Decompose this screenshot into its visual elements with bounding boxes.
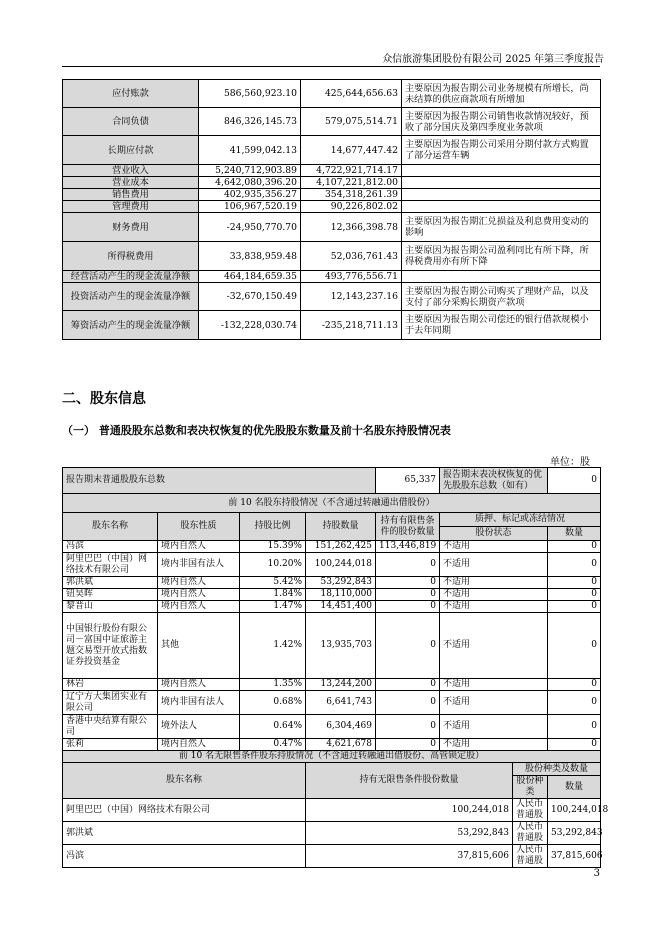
unrestricted-shares: 100,244,018 [306,799,513,822]
shareholder-name: 钮昊晖 [63,589,158,601]
top10-caption: 前 10 名股东持股情况（不含通过转融通出借股份） [63,494,601,513]
financial-item: 营业收入 [63,165,199,177]
pledge-quantity: 0 [548,589,601,601]
shareholder-name: 辽宁方大集团实业有限公司 [63,691,158,715]
pledge-status: 不适用 [440,577,548,589]
current-period-value: 464,184,659.35 [199,271,301,283]
restricted-shares: 0 [376,715,440,739]
shareholders-table [62,467,609,868]
shareholder-nature: 境内自然人 [158,541,240,553]
holding-ratio: 0.47% [240,739,306,751]
prior-period-value: 493,776,556.71 [301,271,402,283]
col-header-nature: 股东性质 [158,513,240,541]
shareholder-row [63,553,601,577]
shareholder-nature: 境内自然人 [158,577,240,589]
pledge-status: 不适用 [440,589,548,601]
prior-period-value: 354,318,261.39 [301,189,402,201]
current-period-value: 846,326,145.73 [199,108,301,136]
financial-item: 管理费用 [63,201,199,213]
current-period-value: 4,642,080,396.20 [199,177,301,189]
shares-held: 6,641,743 [306,691,376,715]
financial-row [63,80,601,108]
pref-holders-label: 报告期末表决权恢复的优先股股东总数（如有） [440,468,548,494]
shareholder-name: 郭洪斌 [63,577,158,589]
pledge-status: 不适用 [440,613,548,679]
shareholder-row [63,601,601,613]
shares-held: 13,244,200 [306,679,376,691]
shares-held: 14,451,400 [306,601,376,613]
page-number: 3 [593,868,600,879]
unrestricted-holder-name: 阿里巴巴（中国）网络技术有限公司 [63,799,306,822]
restricted-shares: 0 [376,613,440,679]
header-rule [62,66,600,67]
current-period-value: 106,967,520.19 [199,201,301,213]
financial-item: 合同负债 [63,108,199,136]
shareholder-name: 中国银行股份有限公司－富国中证旅游主题交易型开放式指数证券投资基金 [63,613,158,679]
col-header-restricted: 持有有限售条件的股份数量 [376,513,440,541]
financial-item: 投资活动产生的现金流量净额 [63,283,199,311]
current-period-value: 402,935,356.27 [199,189,301,201]
prior-period-value: 425,644,656.63 [301,80,402,108]
shareholder-row [63,541,601,553]
current-period-value: 41,599,042.13 [199,136,301,165]
unrestricted-holder-name: 郭洪斌 [63,822,306,845]
u-col-header-type: 股份种类 [513,776,548,799]
restricted-shares: 0 [376,601,440,613]
prior-period-value: 90,226,802.02 [301,201,402,213]
col-header-name: 股东名称 [63,513,158,541]
financial-row [63,189,601,201]
financial-row [63,177,601,189]
financial-change-table [62,79,601,340]
unrestricted-shares: 53,292,843 [306,822,513,845]
pref-holders-value: 0 [548,468,601,494]
holding-ratio: 0.68% [240,691,306,715]
shares-held: 6,304,469 [306,715,376,739]
col-header-status: 股份状态 [440,527,548,541]
col-header-ratio: 持股比例 [240,513,306,541]
shareholder-nature: 境内自然人 [158,739,240,751]
financial-item: 所得税费用 [63,242,199,271]
restricted-shares: 113,446,819 [376,541,440,553]
financial-row [63,271,601,283]
shareholder-row [63,577,601,589]
u-col-header-name: 股东名称 [63,763,306,799]
pledge-status: 不适用 [440,715,548,739]
shares-held: 13,935,703 [306,613,376,679]
current-period-value: -32,670,150.49 [199,283,301,311]
pledge-quantity: 0 [548,679,601,691]
shares-held: 4,621,678 [306,739,376,751]
shareholder-name: 黎晋山 [63,601,158,613]
total-holders-value: 65,337 [376,468,440,494]
share-type-quantity: 53,292,843 [548,822,601,845]
pledge-status: 不适用 [440,679,548,691]
restricted-shares: 0 [376,577,440,589]
pledge-quantity: 0 [548,541,601,553]
holding-ratio: 1.84% [240,589,306,601]
share-type: 人民币普通股 [513,845,548,868]
prior-period-value: 52,036,761.43 [301,242,402,271]
total-holders-label: 报告期末普通股股东总数 [63,468,376,494]
report-header: 众信旅游集团股份有限公司 2025 年第三季度报告 [382,54,604,65]
pledge-quantity: 0 [548,601,601,613]
shareholder-name: 林岩 [63,679,158,691]
col-header-shares: 持股数量 [306,513,376,541]
pledge-status: 不适用 [440,601,548,613]
change-reason: 主要原因为报告期汇兑损益及利息费用变动的影响 [402,213,601,242]
shareholder-row [63,715,601,739]
pledge-quantity: 0 [548,577,601,589]
prior-period-value: 4,722,921,714.17 [301,165,402,177]
financial-item: 长期应付款 [63,136,199,165]
change-reason [402,165,601,177]
shares-held: 18,110,000 [306,589,376,601]
financial-item: 经营活动产生的现金流量净额 [63,271,199,283]
prior-period-value: -235,218,711.13 [301,311,402,340]
financial-row [63,108,601,136]
unit-label: 单位：股 [550,457,590,468]
financial-item: 应付账款 [63,80,199,108]
shareholder-name: 阿里巴巴（中国）网络技术有限公司 [63,553,158,577]
change-reason [402,189,601,201]
pledge-status: 不适用 [440,739,548,751]
financial-item: 营业成本 [63,177,199,189]
unrestricted-row [63,822,601,845]
shareholder-row [63,613,601,679]
holding-ratio: 5.42% [240,577,306,589]
shareholder-nature: 境内非国有法人 [158,553,240,577]
financial-row [63,136,601,165]
shareholder-row [63,691,601,715]
change-reason: 主要原因为报告期公司盈利同比有所下降，所得税费用亦有所下降 [402,242,601,271]
prior-period-value: 4,107,221,812.00 [301,177,402,189]
share-type-quantity: 100,244,018 [548,799,601,822]
financial-row [63,283,601,311]
u-col-header-qty: 数量 [548,776,601,799]
pledge-quantity: 0 [548,739,601,751]
unrestricted-row [63,799,601,822]
unrestricted-holder-name: 冯滨 [63,845,306,868]
pledge-quantity: 0 [548,613,601,679]
current-period-value: 33,838,959.48 [199,242,301,271]
change-reason: 主要原因为报告期公司销售收款情况较好，预收了部分国庆及第四季度业务款项 [402,108,601,136]
col-header-qty: 数量 [548,527,601,541]
current-period-value: 5,240,712,903.89 [199,165,301,177]
section-title: 二、股东信息 [62,391,146,407]
financial-row [63,165,601,177]
shareholder-row [63,589,601,601]
change-reason: 主要原因为报告期公司采用分期付款方式购置了部分运营车辆 [402,136,601,165]
pledge-quantity: 0 [548,691,601,715]
prior-period-value: 14,677,447.42 [301,136,402,165]
restricted-shares: 0 [376,739,440,751]
prior-period-value: 579,075,514.71 [301,108,402,136]
financial-item: 销售费用 [63,189,199,201]
change-reason: 主要原因为报告期公司购买了理财产品，以及支付了部分采购长期资产款项 [402,283,601,311]
change-reason [402,271,601,283]
shareholder-row [63,679,601,691]
pledge-status: 不适用 [440,691,548,715]
current-period-value: -132,228,030.74 [199,311,301,340]
restricted-shares: 0 [376,691,440,715]
shareholder-name: 香港中央结算有限公司 [63,715,158,739]
financial-row [63,311,601,340]
pledge-status: 不适用 [440,541,548,553]
restricted-shares: 0 [376,589,440,601]
prior-period-value: 12,143,237.16 [301,283,402,311]
share-type-quantity: 37,815,606 [548,845,601,868]
holding-ratio: 0.64% [240,715,306,739]
financial-row [63,201,601,213]
change-reason [402,177,601,189]
change-reason [402,201,601,213]
change-reason: 主要原因为报告期公司偿还的银行借款规模小于去年同期 [402,311,601,340]
holding-ratio: 1.42% [240,613,306,679]
section-subtitle: （一） 普通股股东总数和表决权恢复的优先股股东数量及前十名股东持股情况表 [62,424,451,437]
financial-item: 筹资活动产生的现金流量净额 [63,311,199,340]
financial-row [63,242,601,271]
holding-ratio: 1.47% [240,601,306,613]
u-col-header-shares: 持有无限售条件股份数量 [306,763,513,799]
shareholder-name: 冯滨 [63,541,158,553]
holding-ratio: 15.39% [240,541,306,553]
change-reason: 主要原因为报告期公司业务规模有所增长，尚未结算的供应商款项有所增加 [402,80,601,108]
unrestricted-shares: 37,815,606 [306,845,513,868]
shares-held: 151,262,425 [306,541,376,553]
col-header-pledge: 质押、标记或冻结情况 [440,513,601,527]
holding-ratio: 1.35% [240,679,306,691]
financial-row [63,213,601,242]
shareholder-nature: 境内自然人 [158,601,240,613]
pledge-quantity: 0 [548,553,601,577]
share-type: 人民币普通股 [513,799,548,822]
pledge-status: 不适用 [440,553,548,577]
prior-period-value: 12,366,398.78 [301,213,402,242]
financial-item: 财务费用 [63,213,199,242]
share-type: 人民币普通股 [513,822,548,845]
unrestricted-row [63,845,601,868]
restricted-shares: 0 [376,679,440,691]
shareholder-nature: 其他 [158,613,240,679]
shareholder-nature: 境外法人 [158,715,240,739]
current-period-value: 586,560,923.10 [199,80,301,108]
pledge-quantity: 0 [548,715,601,739]
unrestricted-caption: 前 10 名无限售条件股东持股情况（不含通过转融通出借股份、高管锁定股） [63,751,601,763]
shares-held: 53,292,843 [306,577,376,589]
current-period-value: -24,950,770.70 [199,213,301,242]
shareholder-row [63,739,601,751]
shareholder-nature: 境内非国有法人 [158,691,240,715]
shareholder-name: 张莉 [63,739,158,751]
shareholder-nature: 境内自然人 [158,679,240,691]
shareholder-nature: 境内自然人 [158,589,240,601]
u-col-header-type-group: 股份种类及数量 [513,763,601,776]
shares-held: 100,244,018 [306,553,376,577]
restricted-shares: 0 [376,553,440,577]
holding-ratio: 10.20% [240,553,306,577]
